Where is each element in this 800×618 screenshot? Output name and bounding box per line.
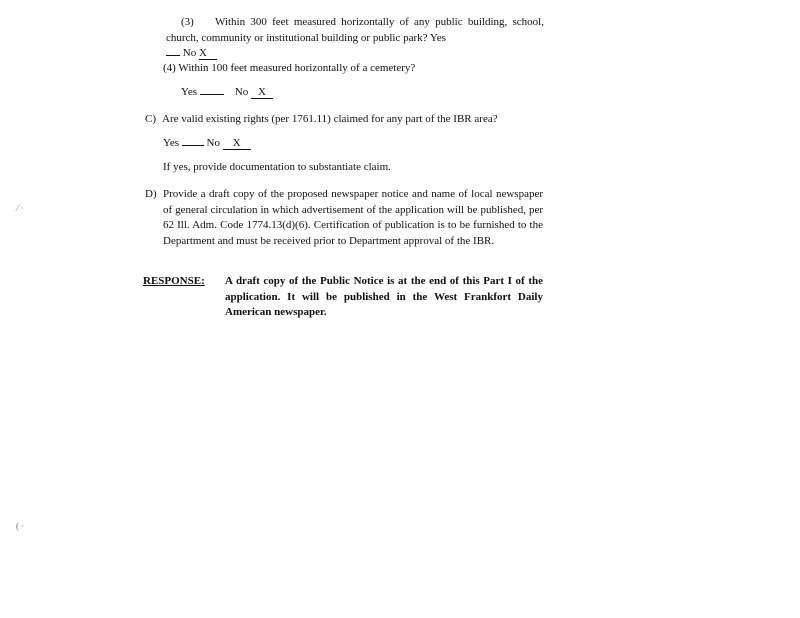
item-4 <box>163 61 415 77</box>
item-3-yes-label: Yes <box>429 31 446 44</box>
item-4-yes-blank <box>200 94 224 95</box>
item-3-no-answer: X <box>199 47 217 60</box>
response-label: RESPONSE: <box>143 275 205 287</box>
margin-mark-top: ⁄ · <box>17 203 24 213</box>
item-3-no-label: No <box>182 47 197 59</box>
item-d-letter: D) <box>145 188 157 200</box>
item-4-yes-label: Yes <box>181 86 198 98</box>
item-c-yes-label: Yes <box>163 137 180 149</box>
item-3-number: (3) <box>181 16 194 28</box>
item-4-no-label: No <box>234 86 249 98</box>
item-d-text: Provide a draft copy of the proposed newspaper notice and name of local newspaper of general circulation in which advertisement of the application will be published, per 62 Ill. Adm. Code 1774.13(d)(6). Certification of publication is to be furnished to the Department and must be received prior to Department approval of the IBR. <box>163 188 543 247</box>
item-c-letter: C) <box>145 113 156 125</box>
response-text: A draft copy of the Public Notice is at the end of this Part I of the application. It will be published in the West Frankfort Daily American newspaper. <box>225 275 543 318</box>
item-c-question: Are valid existing rights (per 1761.11) claimed for any part of the IBR area? <box>162 113 498 125</box>
item-3 <box>166 15 544 62</box>
item-4-answer <box>181 85 273 101</box>
item-c-no-answer: X <box>223 137 251 150</box>
item-4-number: (4) <box>163 62 176 74</box>
item-4-no-answer: X <box>251 86 273 99</box>
item-3-yes-blank <box>166 55 180 56</box>
item-c-no-label: No <box>206 137 220 149</box>
item-c-note: If yes, provide documentation to substantiate claim. <box>163 161 391 173</box>
item-c <box>145 112 498 128</box>
item-c-answer <box>163 136 251 152</box>
item-4-question: Within 100 feet measured horizontally of a cemetery? <box>178 62 416 74</box>
item-c-yes-blank <box>182 145 204 146</box>
item-3-question: Within 300 feet measured horizontally of any public building, school, church, community or institutional building or public park? <box>166 16 544 44</box>
margin-mark-bottom: ( · <box>16 521 25 531</box>
